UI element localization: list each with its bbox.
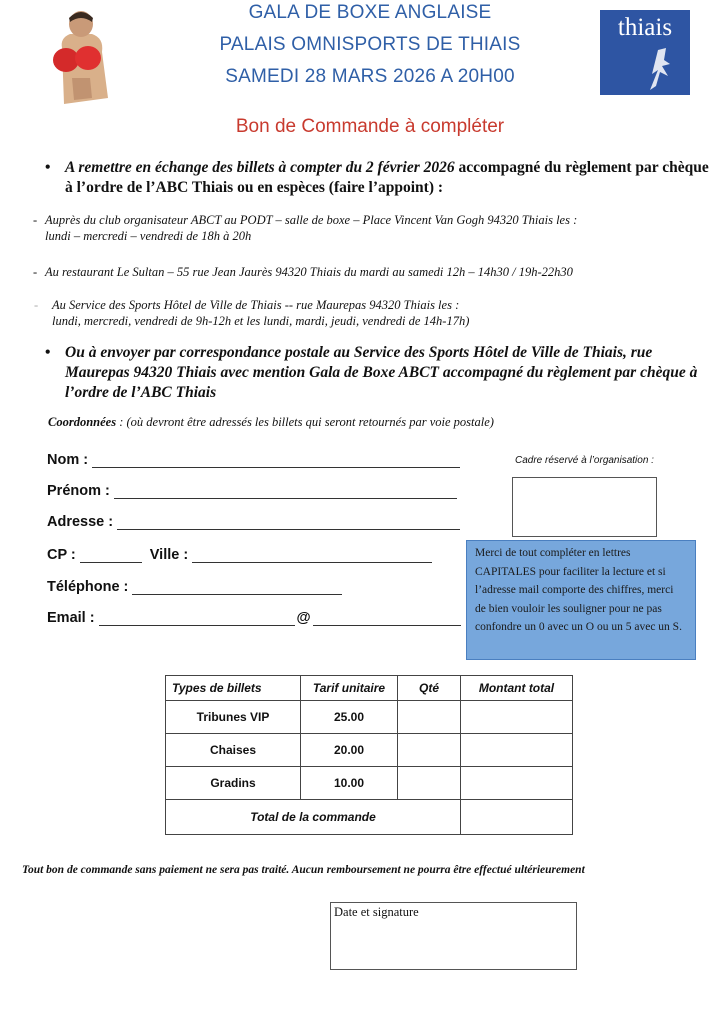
header-ticket-type: Types de billets [166, 676, 301, 701]
prenom-input[interactable] [114, 484, 457, 499]
email-label: Email : [47, 610, 95, 626]
event-title: GALA DE BOXE ANGLAISE [248, 2, 492, 23]
nom-label: Nom : [47, 452, 89, 468]
email-at-sign: @ [296, 610, 311, 626]
table-row [166, 734, 573, 767]
logo-text: thiais [617, 14, 673, 41]
nom-field [47, 452, 460, 468]
form-subtitle: Bon de Commande à compléter [235, 116, 505, 137]
order-total-label: Total de la commande [166, 800, 461, 835]
ticket-table [165, 675, 573, 835]
location-item [34, 297, 722, 329]
boxer-image [42, 8, 120, 108]
unit-price: 25.00 [301, 701, 398, 734]
unit-price: 20.00 [301, 734, 398, 767]
thiais-logo [600, 10, 690, 95]
table-row [166, 701, 573, 734]
order-total-cell[interactable] [461, 800, 573, 835]
ticket-type: Gradins [166, 767, 301, 800]
quantity-cell[interactable] [398, 767, 461, 800]
instruction-bullet-1-part1: A remettre en échange des billets à compter du 2 février 2026 [65, 159, 455, 176]
email-field [47, 610, 461, 626]
telephone-label: Téléphone : [47, 579, 129, 595]
adresse-field [47, 514, 460, 530]
cp-input[interactable] [80, 548, 142, 563]
payment-disclaimer: Tout bon de commande sans paiement ne sera pas traité. Aucun remboursement ne pourra être effectué ultérieurement [22, 864, 585, 876]
ticket-type: Chaises [166, 734, 301, 767]
location-line: Au Service des Sports Hôtel de Ville de Thiais -- rue Maurepas 94320 Thiais les : [52, 298, 460, 312]
header-quantity: Qté [398, 676, 461, 701]
organisation-label: Cadre réservé à l’organisation : [515, 455, 654, 466]
event-venue: PALAIS OMNISPORTS DE THIAIS [219, 34, 521, 55]
instruction-bullet-2-text: Ou à envoyer par correspondance postale au Service des Sports Hôtel de Ville de Thiais, rue Maurepas 94320 Thiais avec mention Gala de Boxe ABCT accompagné du règlement par chèque à l’ordre de l’ABC Thiais [65, 344, 698, 401]
telephone-field [47, 579, 342, 595]
location-line: Au restaurant Le Sultan – 55 rue Jean Jaurès 94320 Thiais du mardi au samedi 12h – 14h30 / 19h-22h30 [45, 265, 573, 279]
cp-label: CP : [47, 547, 76, 563]
header-unit-price: Tarif unitaire [301, 676, 398, 701]
email-domain-input[interactable] [313, 611, 461, 626]
coordinates-note: : (où devront être adressés les billets qui seront retournés par voie postale) [116, 415, 494, 429]
event-date: SAMEDI 28 MARS 2026 A 20H00 [225, 66, 515, 87]
coordinates-label: Coordonnées [48, 415, 117, 429]
telephone-input[interactable] [132, 580, 342, 595]
dash-icon: - [33, 213, 38, 227]
location-item [33, 212, 715, 244]
table-row [166, 767, 573, 800]
ville-input[interactable] [192, 548, 432, 563]
ville-label: Ville : [149, 547, 189, 563]
nom-input[interactable] [92, 453, 460, 468]
table-header-row [166, 676, 573, 701]
capitals-note: Merci de tout compléter en lettres CAPITALES pour faciliter la lecture et si l’adresse mail comporte des chiffres, merci de bien vouloir les souligner pour ne pas confondre un 0 avec un O ou un 5 avec un S. [466, 540, 696, 660]
location-line: lundi, mercredi, vendredi de 9h-12h et les lundi, mardi, jeudi, vendredi de 14h-17h) [52, 314, 470, 328]
signature-box[interactable] [330, 902, 577, 970]
bullet-icon: • [45, 344, 51, 361]
prenom-label: Prénom : [47, 483, 110, 499]
coordinates-heading [48, 415, 494, 430]
cp-ville-field [47, 547, 432, 563]
amount-cell[interactable] [461, 734, 573, 767]
instruction-bullet-1 [45, 158, 715, 198]
signature-label: Date et signature [334, 905, 419, 919]
location-item [33, 264, 715, 280]
adresse-label: Adresse : [47, 514, 114, 530]
dash-icon: - [34, 298, 39, 312]
unit-price: 10.00 [301, 767, 398, 800]
adresse-input[interactable] [117, 515, 460, 530]
quantity-cell[interactable] [398, 734, 461, 767]
bullet-icon: • [45, 159, 51, 176]
table-total-row [166, 800, 573, 835]
location-line: lundi – mercredi – vendredi de 18h à 20h [45, 229, 252, 243]
amount-cell[interactable] [461, 767, 573, 800]
instruction-bullet-2 [45, 343, 715, 403]
logo-figure-icon [640, 46, 684, 92]
prenom-field [47, 483, 457, 499]
organisation-box [512, 477, 657, 537]
ticket-type: Tribunes VIP [166, 701, 301, 734]
location-line: Auprès du club organisateur ABCT au PODT – salle de boxe – Place Vincent Van Gogh 94320 Thiais les : [45, 213, 578, 227]
header-total-amount: Montant total [461, 676, 573, 701]
amount-cell[interactable] [461, 701, 573, 734]
dash-icon: - [33, 265, 38, 279]
email-user-input[interactable] [99, 611, 295, 626]
quantity-cell[interactable] [398, 701, 461, 734]
instruction-bullet-1-part2: accompagné du règlement par chèque à l’ordre de l’ABC Thiais ou en espèces (faire l’appoint) : [65, 159, 709, 196]
